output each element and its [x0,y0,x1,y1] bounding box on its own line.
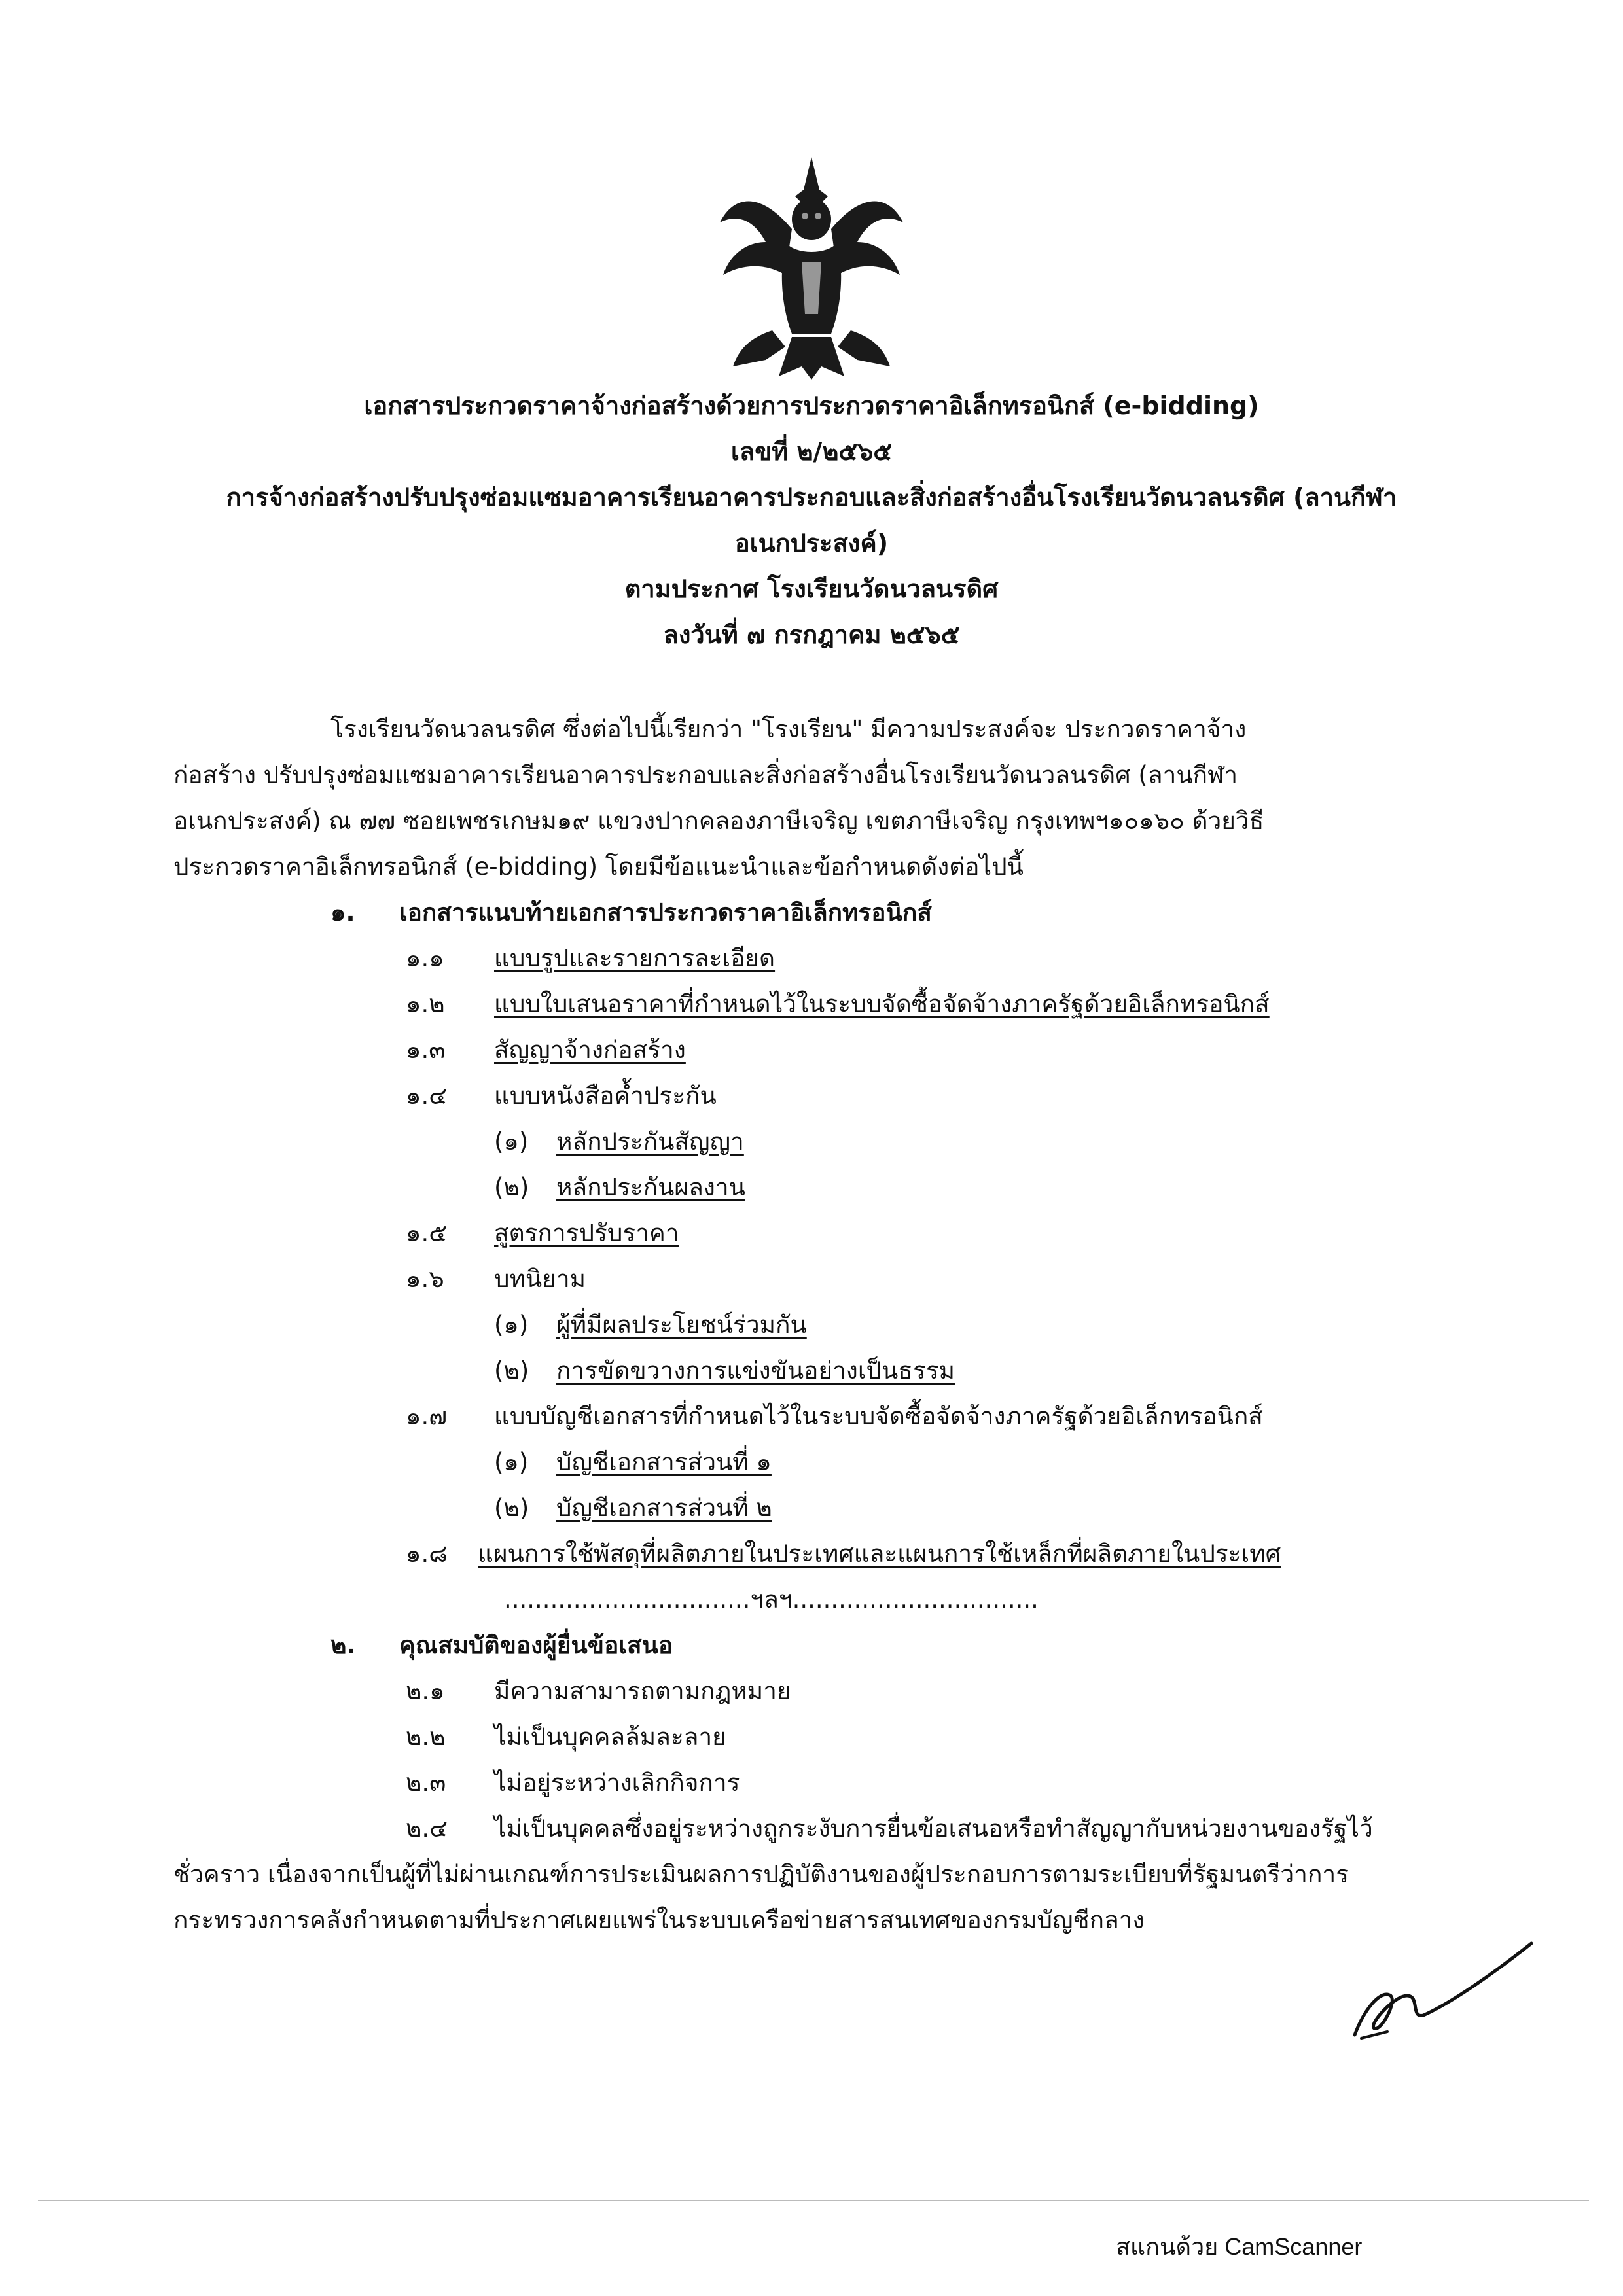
list-item: มีความสามารถตามกฎหมาย [494,1677,791,1705]
list-item: แบบหนังสือค้ำประกัน [494,1082,717,1110]
item-number: ๒.๔ [406,1814,448,1843]
intro-line-3: อเนกประสงค์) ณ ๗๗ ซอยเพชรเกษม๑๙ แขวงปากคลองภาษีเจริญ เขตภาษีเจริญ กรุงเทพฯ๑๐๑๖๐ ด้วยวิธี [173,807,1264,835]
announcement-date: ลงวันที่ ๗ กรกฎาคม ๒๕๖๕ [663,620,960,649]
sub-item-number: (๑) [494,1127,529,1156]
item-number: ๑.๘ [406,1540,448,1568]
project-title-line-1: การจ้างก่อสร้างปรับปรุงซ่อมแซมอาคารเรียนอาคารประกอบและสิ่งก่อสร้างอื่นโรงเรียนวัดนวลนรดิศ (ลานกีฬา [226,483,1397,512]
sub-item-number: (๒) [494,1356,529,1385]
sub-item-number: (๑) [494,1311,529,1339]
item-number: ๑.๑ [406,944,444,972]
section-1-title: เอกสารแนบท้ายเอกสารประกวดราคาอิเล็กทรอนิกส์ [399,898,932,927]
section-1-number: ๑. [330,898,355,927]
intro-line-4: ประกวดราคาอิเล็กทรอนิกส์ (e-bidding) โดยมีข้อแนะนำและข้อกำหนดดังต่อไปนี้ [173,853,1024,881]
sub-list-item: หลักประกันสัญญา [556,1127,744,1156]
document-number: เลขที่ ๒/๒๕๖๕ [730,437,893,466]
list-item: บทนิยาม [494,1265,586,1293]
continuation-line-2: กระทรวงการคลังกำหนดตามที่ประกาศเผยแพร่ในระบบเครือข่ายสารสนเทศของกรมบัญชีกลาง [173,1906,1145,1934]
item-number: ๒.๑ [406,1677,445,1705]
list-item: แผนการใช้พัสดุที่ผลิตภายในประเทศและแผนการใช้เหล็กที่ผลิตภายในประเทศ [478,1540,1281,1568]
list-item: สูตรการปรับราคา [494,1219,679,1247]
item-number: ๒.๓ [406,1769,446,1797]
list-item: ไม่เป็นบุคคลซึ่งอยู่ระหว่างถูกระงับการยื่นข้อเสนอหรือทำสัญญากับหน่วยงานของรัฐไว้ [494,1814,1373,1843]
camscanner-watermark: สแกนด้วย CamScanner [1116,2233,1363,2260]
garuda-emblem-icon [694,150,929,386]
sub-list-item: บัญชีเอกสารส่วนที่ ๑ [556,1448,772,1476]
etc-ellipsis: ................................ฯลฯ................................ [504,1585,1039,1614]
scan-edge-divider [38,2200,1589,2201]
item-number: ๑.๔ [406,1082,448,1110]
sub-item-number: (๒) [494,1494,529,1522]
document-title: เอกสารประกวดราคาจ้างก่อสร้างด้วยการประกวดราคาอิเล็กทรอนิกส์ (e-bidding) [364,391,1259,420]
item-number: ๒.๒ [406,1723,446,1751]
announcement-line: ตามประกาศ โรงเรียนวัดนวลนรดิศ [624,574,999,603]
sub-list-item: ผู้ที่มีผลประโยชน์ร่วมกัน [556,1311,807,1339]
list-item: แบบรูปและรายการละเอียด [494,944,776,972]
list-item: ไม่เป็นบุคคลล้มละลาย [494,1723,726,1751]
list-item: แบบบัญชีเอกสารที่กำหนดไว้ในระบบจัดซื้อจัดจ้างภาครัฐด้วยอิเล็กทรอนิกส์ [494,1402,1263,1430]
item-number: ๑.๕ [406,1219,448,1247]
item-number: ๑.๒ [406,990,445,1018]
signature-icon [1335,1898,1544,2055]
intro-line-2: ก่อสร้าง ปรับปรุงซ่อมแซมอาคารเรียนอาคารประกอบและสิ่งก่อสร้างอื่นโรงเรียนวัดนวลนรดิศ (ลานกีฬา [173,761,1238,789]
item-number: ๑.๗ [406,1402,448,1430]
list-item: ไม่อยู่ระหว่างเลิกกิจการ [494,1769,740,1797]
project-title-line-2: อเนกประสงค์) [734,529,889,557]
sub-list-item: การขัดขวางการแข่งขันอย่างเป็นธรรม [556,1356,955,1385]
sub-item-number: (๑) [494,1448,529,1476]
list-item: แบบใบเสนอราคาที่กำหนดไว้ในระบบจัดซื้อจัดจ้างภาครัฐด้วยอิเล็กทรอนิกส์ [494,990,1270,1018]
list-item: สัญญาจ้างก่อสร้าง [494,1036,686,1064]
section-2-number: ๒. [330,1631,356,1659]
intro-line-1: โรงเรียนวัดนวลนรดิศ ซึ่งต่อไปนี้เรียกว่า "โรงเรียน" มีความประสงค์จะ ประกวดราคาจ้าง [330,715,1247,743]
item-number: ๑.๖ [406,1265,444,1293]
continuation-line-1: ชั่วคราว เนื่องจากเป็นผู้ที่ไม่ผ่านเกณฑ์การประเมินผลการปฏิบัติงานของผู้ประกอบการตามระเบียบที่รัฐมนตรีว่าการ [173,1860,1349,1888]
sub-list-item: หลักประกันผลงาน [556,1173,745,1201]
section-2-title: คุณสมบัติของผู้ยื่นข้อเสนอ [399,1631,673,1659]
sub-item-number: (๒) [494,1173,529,1201]
sub-list-item: บัญชีเอกสารส่วนที่ ๒ [556,1494,772,1522]
item-number: ๑.๓ [406,1036,446,1064]
